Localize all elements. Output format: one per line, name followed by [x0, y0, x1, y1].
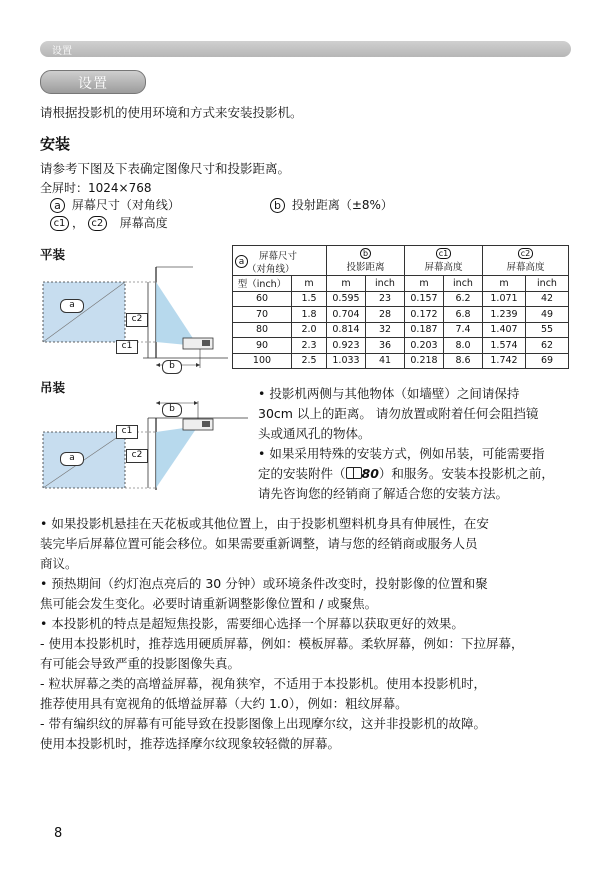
- table-cell: 8.6: [444, 353, 483, 369]
- table-cell: 55: [526, 322, 569, 338]
- table-cell: 1.033: [327, 353, 366, 369]
- note-line: 商议。: [40, 556, 78, 571]
- note-line: - 带有编织纹的屏幕有可能导致在投影图像上出现摩尔纹，这并非投影机的故障。: [40, 716, 486, 731]
- table-cell: 6.2: [444, 291, 483, 307]
- table-cell: 2.3: [292, 338, 327, 354]
- table-cell: 0.172: [405, 307, 444, 323]
- table-cell: 90: [233, 338, 292, 354]
- table-cell: 42: [526, 291, 569, 307]
- note-line: 有可能会导致严重的投影图像失真。: [40, 656, 241, 671]
- page-ref[interactable]: 80: [361, 466, 379, 481]
- floor-c2-marker: c2: [126, 313, 148, 327]
- table-cell: 23: [366, 291, 405, 307]
- th-b-icon: b: [360, 248, 371, 259]
- unit-cell: inch: [444, 276, 483, 292]
- unit-cell: m: [483, 276, 526, 292]
- table-row: [233, 353, 569, 369]
- unit-cell: m: [327, 276, 366, 292]
- section-title-pill: [40, 70, 146, 94]
- section-title: 设置: [78, 76, 108, 92]
- floor-c1-marker: c1: [116, 340, 138, 354]
- ceiling-mount-label: 吊装: [40, 380, 66, 395]
- legend-c: [50, 214, 168, 231]
- note-line-with-ref: [258, 464, 588, 484]
- circle-a-icon: a: [50, 198, 65, 213]
- th-screen-height-c2: [483, 246, 569, 276]
- ceiling-mount-diagram: [38, 398, 248, 493]
- book-icon: [346, 467, 362, 479]
- table-cell: 0.595: [327, 291, 366, 307]
- legend-a: [50, 196, 180, 213]
- note-text: 定的安装附件（: [258, 466, 346, 481]
- table-cell: 80: [233, 322, 292, 338]
- ceiling-c2-marker: c2: [126, 449, 148, 463]
- header-bar: [40, 41, 571, 57]
- table-cell: 1.239: [483, 307, 526, 323]
- intro-text: 请根据投影机的使用环境和方式来安装投影机。: [40, 105, 303, 120]
- th-a-line1: 屏幕尺寸: [259, 250, 298, 262]
- circle-c2-icon: c2: [88, 216, 107, 231]
- ceiling-a-marker: a: [60, 452, 84, 466]
- unit-cell: inch: [366, 276, 405, 292]
- th-b-text: 投影距离: [346, 262, 385, 273]
- floor-b-marker: b: [162, 360, 182, 374]
- table-cell: 1.742: [483, 353, 526, 369]
- note-line: - 使用本投影机时，推荐选用硬质屏幕，例如：模板屏幕。柔软屏幕，例如：下拉屏幕，: [40, 636, 524, 651]
- table-cell: 8.0: [444, 338, 483, 354]
- table-cell: 7.4: [444, 322, 483, 338]
- note-line: 30cm 以上的距离。 请勿放置或附着任何会阻挡镜: [258, 406, 539, 421]
- table-cell: 41: [366, 353, 405, 369]
- table-row: [233, 307, 569, 323]
- table-cell: 69: [526, 353, 569, 369]
- th-a-icon: a: [235, 255, 248, 268]
- install-heading: 安装: [40, 135, 71, 153]
- th-c1-text: 屏幕高度: [424, 262, 463, 273]
- install-line1: 请参考下图及下表确定图像尺寸和投影距离。: [40, 161, 291, 176]
- table-cell: 32: [366, 322, 405, 338]
- th-c2-text: 屏幕高度: [506, 262, 545, 273]
- unit-cell: 型（inch）: [233, 276, 292, 292]
- legend-c-text: 屏幕高度: [119, 216, 168, 230]
- note-line: • 如果采用特殊的安装方式，例如吊装，可能需要指: [258, 446, 545, 461]
- notes-right: [258, 384, 588, 504]
- header-section-label: 设置: [52, 46, 72, 57]
- table-cell: 62: [526, 338, 569, 354]
- floor-mount-label: 平装: [40, 247, 66, 262]
- table-cell: 0.203: [405, 338, 444, 354]
- table-cell: 1.5: [292, 291, 327, 307]
- note-line: - 粒状屏幕之类的高增益屏幕，视角狭窄，不适用于本投影机。使用本投影机时，: [40, 676, 486, 691]
- page-number: 8: [54, 826, 63, 841]
- table-row: [233, 291, 569, 307]
- unit-cell: m: [292, 276, 327, 292]
- th-throw-distance: [327, 246, 405, 276]
- circle-b-icon: b: [270, 198, 285, 213]
- th-c1-icon: c1: [436, 248, 451, 259]
- table-cell: 100: [233, 353, 292, 369]
- table-cell: 49: [526, 307, 569, 323]
- table-cell: 28: [366, 307, 405, 323]
- legend-c-sep: ，: [72, 216, 85, 230]
- ceiling-b-marker: b: [162, 403, 182, 417]
- th-a-line2: （对角线）: [247, 263, 295, 275]
- table-cell: 1.574: [483, 338, 526, 354]
- note-line: • 预热期间（约灯泡点亮后的 30 分钟）或环境条件改变时，投射影像的位置和聚: [40, 576, 488, 591]
- th-screen-height-c1: [405, 246, 483, 276]
- table-cell: 0.218: [405, 353, 444, 369]
- table-cell: 36: [366, 338, 405, 354]
- note-line: • 投影机两侧与其他物体（如墙壁）之间请保持: [258, 386, 520, 401]
- table-cell: 2.0: [292, 322, 327, 338]
- note-text: ）和服务。安装本投影机之前，: [378, 466, 554, 481]
- notes-bottom: [40, 514, 600, 754]
- note-line: • 本投影机的特点是超短焦投影，需要细心选择一个屏幕以获取更好的效果。: [40, 616, 464, 631]
- note-line: 请先咨询您的经销商了解适合您的安装方法。: [258, 486, 509, 501]
- table-cell: 0.187: [405, 322, 444, 338]
- units-row: [233, 276, 569, 292]
- legend-b: [270, 196, 393, 213]
- spec-table: [232, 245, 569, 369]
- unit-cell: inch: [526, 276, 569, 292]
- table-cell: 1.407: [483, 322, 526, 338]
- note-line: 装完毕后屏幕位置可能会移位。如果需要重新调整，请与您的经销商或服务人员: [40, 536, 478, 551]
- table-cell: 1.8: [292, 307, 327, 323]
- note-line: 焦可能会发生变化。必要时请重新调整影像位置和 / 或聚焦。: [40, 596, 378, 611]
- table-cell: 0.923: [327, 338, 366, 354]
- fullscreen-spec: 全屏时：1024×768: [40, 181, 152, 195]
- unit-cell: m: [405, 276, 444, 292]
- table-cell: 0.814: [327, 322, 366, 338]
- th-c2-icon: c2: [518, 248, 533, 259]
- table-row: [233, 338, 569, 354]
- table-cell: 6.8: [444, 307, 483, 323]
- th-screen-size: [233, 246, 327, 276]
- note-line: 头或通风孔的物体。: [258, 426, 371, 441]
- note-line: 使用本投影机时，推荐选择摩尔纹现象较轻微的屏幕。: [40, 736, 341, 751]
- table-cell: 0.704: [327, 307, 366, 323]
- table-cell: 2.5: [292, 353, 327, 369]
- table-cell: 70: [233, 307, 292, 323]
- table-row: [233, 322, 569, 338]
- legend-b-text: 投射距离（±8%）: [291, 198, 393, 212]
- note-line: 推荐使用具有宽视角的低增益屏幕（大约 1.0），例如：粗纹屏幕。: [40, 696, 408, 711]
- note-line: • 如果投影机悬挂在天花板或其他位置上，由于投影机塑料机身具有伸展性，在安: [40, 516, 489, 531]
- table-cell: 1.071: [483, 291, 526, 307]
- table-cell: 0.157: [405, 291, 444, 307]
- legend-a-text: 屏幕尺寸（对角线）: [71, 198, 180, 212]
- table-cell: 60: [233, 291, 292, 307]
- ceiling-c1-marker: c1: [116, 425, 138, 439]
- circle-c1-icon: c1: [50, 216, 69, 231]
- floor-a-marker: a: [60, 299, 84, 313]
